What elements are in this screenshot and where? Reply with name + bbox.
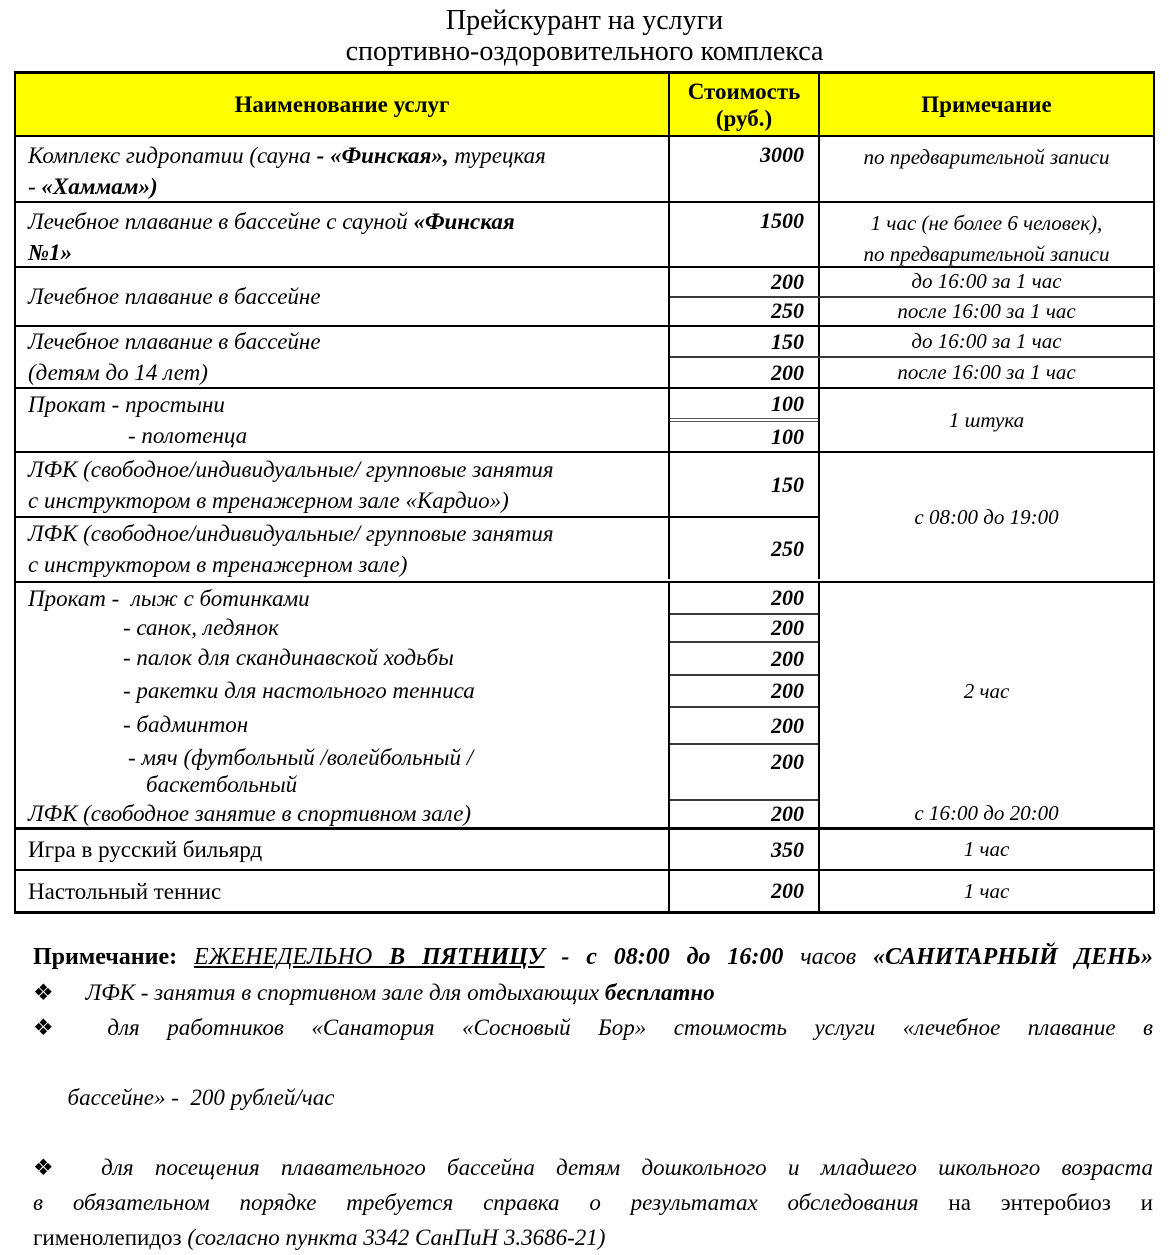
- footnote-children-certificate-cont: в обязательном порядке требуется справка о результатах обследования на энтеробиоз и: [33, 1190, 1153, 1215]
- service-line: - мяч (футбольный /волейбольный / баскетбольный: [128, 745, 474, 797]
- footnotes: [33, 940, 1153, 1255]
- col-header-services: Наименование услуг: [16, 74, 670, 135]
- note-value: после 16:00 за 1 час: [897, 298, 1076, 323]
- note-value: 1 час: [963, 878, 1010, 903]
- note-value: с 08:00 до 19:00: [914, 504, 1059, 529]
- col-header-price-line2: (руб.): [715, 105, 773, 131]
- sub-row: [670, 327, 1153, 356]
- service-name: Игра в русский бильярд: [16, 830, 670, 869]
- service-name: Настольный теннис: [16, 871, 670, 911]
- service-name: Лечебное плавание в бассейне с сауной «Финская №1»: [16, 203, 670, 266]
- note-value: по предварительной записи: [863, 145, 1110, 169]
- page-title-line2: спортивно-оздоровительного комплекса: [345, 36, 824, 67]
- table-header-row: [16, 74, 1153, 135]
- sub-row: [670, 356, 1153, 387]
- note-value: до 16:00 за 1 час: [911, 269, 1062, 294]
- price-value: 200: [670, 799, 818, 827]
- sanitary-day-note: Примечание: ЕЖЕНЕДЕЛЬНО В ПЯТНИЦУ - с 08:00 до 16:00 часов «САНИТАРНЫЙ ДЕНЬ»: [33, 944, 1153, 970]
- service-name: Лечебное плавание в бассейне (детям до 14 лет): [16, 327, 670, 387]
- table-row-lfk-group: [16, 451, 1153, 581]
- service-name: Прокат - простыни - полотенца: [16, 389, 670, 451]
- page-title-line1: Прейскурант на услуги: [445, 5, 724, 36]
- note-label: Примечание:: [33, 944, 194, 970]
- note-value: после 16:00 за 1 час: [897, 360, 1076, 384]
- price-value: 100: [771, 390, 804, 416]
- table-row-billiards: [16, 827, 1153, 869]
- service-name: ЛФК (свободное/индивидуальные/ групповые занятия с инструктором в тренажерном зале «Кардио»): [16, 453, 670, 516]
- price-value: 3000: [670, 137, 820, 201]
- price-value: 250: [670, 298, 820, 326]
- price-value: 150: [670, 453, 820, 516]
- sub-row-lfk-gym: [16, 516, 820, 579]
- diamond-bullet-icon: ❖: [33, 1155, 70, 1180]
- price-value: 200: [771, 585, 804, 610]
- table-row-swim-pool: [16, 266, 1153, 325]
- sub-row: [670, 268, 1153, 296]
- price-list-document: [0, 5, 1169, 1255]
- service-line: Прокат - лыж с ботинками: [28, 585, 310, 611]
- diamond-bullet-icon: ❖: [33, 980, 54, 1005]
- footnote-children-certificate-end: гименолепидоз (согласно пункта 3342 СанПиН 3.3686-21): [33, 1225, 606, 1250]
- service-line: ЛФК (свободное занятие в спортивном зале): [28, 800, 472, 826]
- footnote-children-certificate: ❖ для посещения плавательного бассейна детям дошкольного и младшего школьного возраста: [33, 1155, 1153, 1180]
- document-title: [0, 5, 1169, 67]
- service-name: ЛФК (свободное/индивидуальные/ групповые занятия с инструктором в тренажерном зале): [16, 518, 670, 579]
- table-row-table-tennis: [16, 869, 1153, 911]
- price-value: 200: [670, 613, 818, 641]
- note-value: до 16:00 за 1 час: [911, 329, 1062, 353]
- price-value: 250: [670, 518, 820, 579]
- service-name: Комплекс гидропатии (сауна - «Финская», турецкая - «Хаммам»): [16, 137, 670, 201]
- price-value: 200: [670, 871, 820, 911]
- service-name: Лечебное плавание в бассейне: [16, 268, 670, 325]
- note-value: 1 штука: [948, 407, 1025, 432]
- price-value: 200: [670, 358, 820, 387]
- price-value: 150: [670, 327, 820, 356]
- footnote-lfk-free: ❖ ЛФК - занятия в спортивном зале для отдыхающих бесплатно: [33, 980, 715, 1005]
- price-value: 1500: [670, 203, 820, 266]
- col-header-price: [670, 74, 820, 135]
- price-value: 200: [670, 743, 818, 799]
- footnote-staff-price: ❖ для работников «Санатория «Сосновый Бор» стоимость услуги «лечебное плавание в: [33, 1015, 1154, 1040]
- note-value: с 16:00 до 20:00: [914, 800, 1059, 825]
- service-line: - палок для скандинавской ходьбы: [123, 645, 454, 670]
- note-value: 1 час: [963, 837, 1010, 861]
- table-row-swim-sauna: [16, 201, 1153, 266]
- price-value: 200: [670, 641, 818, 674]
- table-row-equipment-rental: [16, 581, 1153, 827]
- price-value: 200: [670, 706, 818, 743]
- price-value: 200: [670, 268, 820, 296]
- note-value: 2 час: [963, 678, 1010, 703]
- sub-row: [670, 296, 1153, 326]
- sub-row-lfk-cardio: [16, 453, 820, 516]
- table-row-swim-pool-children: [16, 325, 1153, 387]
- table-row-hydropathy: [16, 135, 1153, 201]
- service-line: - ракетки для настольного тенниса: [123, 677, 475, 703]
- table-row-linen-rental: [16, 387, 1153, 451]
- note-value: 1 час (не более 6 человек), по предварительной записи: [863, 211, 1110, 266]
- price-table: [14, 71, 1155, 914]
- footnote-staff-price-cont: бассейне» - 200 рублей/час: [67, 1085, 335, 1110]
- price-value: 350: [670, 830, 820, 869]
- diamond-bullet-icon: ❖: [33, 1015, 76, 1040]
- price-value: 200: [670, 674, 818, 706]
- service-name-list: [16, 583, 670, 827]
- col-header-note: Примечание: [820, 74, 1153, 135]
- price-value: 100: [670, 418, 818, 451]
- col-header-price-line1: Стоимость: [687, 78, 801, 104]
- service-line: - санок, ледянок: [123, 614, 279, 640]
- service-line: - бадминтон: [123, 712, 249, 737]
